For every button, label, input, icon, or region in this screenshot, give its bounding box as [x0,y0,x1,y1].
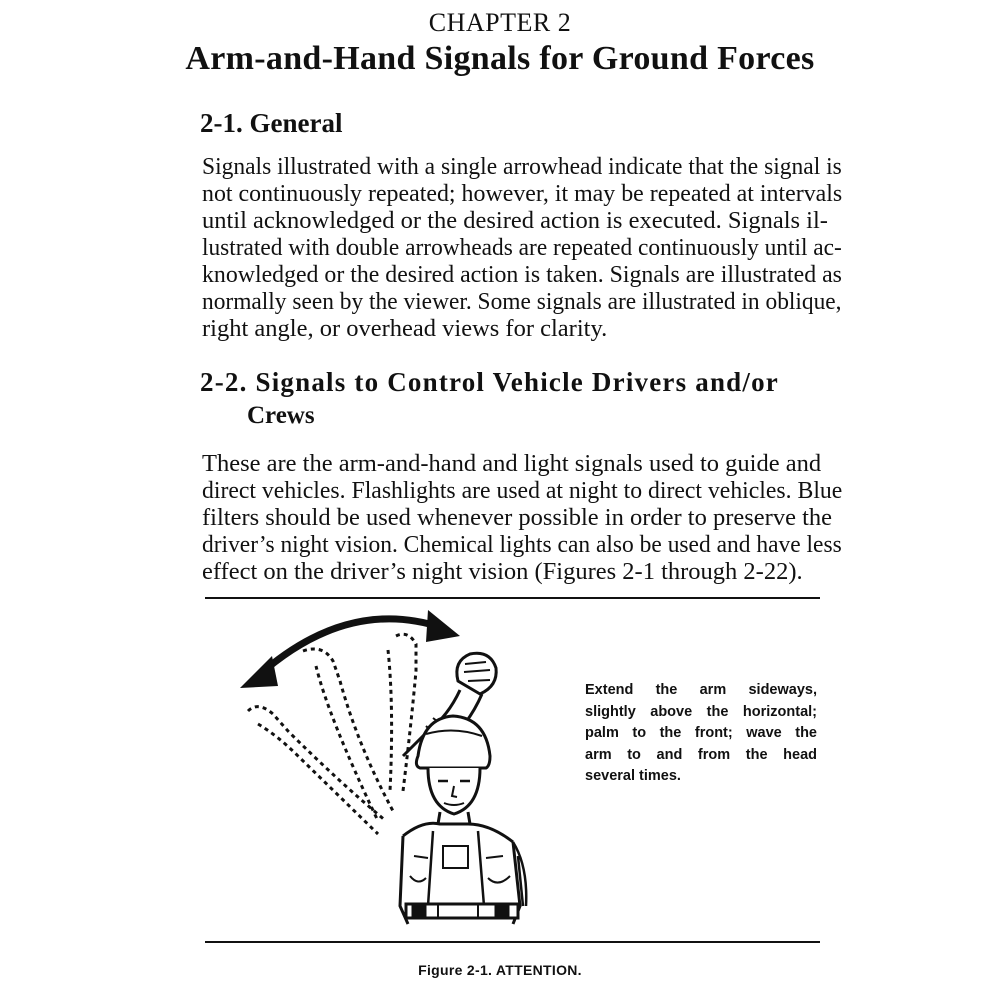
paragraph-line: Signals illustrated with a single arrowhead indicate that the signal is [202,153,842,180]
paragraph-line: normally seen by the viewer. Some signals are illustrated in oblique, [202,288,842,315]
figure-bottom-rule [205,941,820,943]
figure-caption: Figure 2-1. ATTENTION. [418,962,582,978]
paragraph-line: not continuously repeated; however, it may be repeated at intervals [202,180,843,207]
section-vehicle-signals-paragraph [202,450,842,585]
paragraph-line: effect on the driver’s night vision (Figures 2-1 through 2-22). [202,558,803,585]
soldier-waving-arm-signal-illustration [228,606,568,936]
soldier-figure-icon [400,716,526,924]
figure-top-rule [205,597,820,599]
figure-description [585,680,817,788]
paragraph-line: driver’s night vision. Chemical lights can also be used and have less [202,531,842,558]
chapter-label: CHAPTER 2 [428,8,572,37]
description-line: slightly above the horizontal; [585,703,817,720]
description-line: Extend the arm sideways, [585,682,817,698]
double-arrow-arc-icon [240,610,460,688]
chapter-title: Arm-and-Hand Signals for Ground Forces [185,40,815,77]
paragraph-line: direct vehicles. Flashlights are used at night to direct vehicles. Blue [202,477,843,504]
paragraph-line: filters should be used whenever possible in order to preserve the [202,504,833,531]
section-general-paragraph [202,153,842,342]
section-heading-vehicle-signals-continued: Crews [247,402,315,429]
section-heading-vehicle-signals: 2-2. Signals to Control Vehicle Drivers and/or [200,367,779,397]
paragraph-line: These are the arm-and-hand and light signals used to guide and [202,450,822,477]
paragraph-line: until acknowledged or the desired action is executed. Signals il- [202,207,828,234]
description-line: palm to the front; wave the [585,725,817,741]
description-line: several times. [585,768,681,784]
section-heading-general: 2-1. General [200,108,343,138]
description-line: arm to and from the head [585,746,817,763]
paragraph-line: knowledged or the desired action is taken. Signals are illustrated as [202,261,842,288]
paragraph-line: right angle, or overhead views for clarity. [202,315,608,342]
paragraph-line: lustrated with double arrowheads are repeated continuously until ac- [202,234,842,261]
